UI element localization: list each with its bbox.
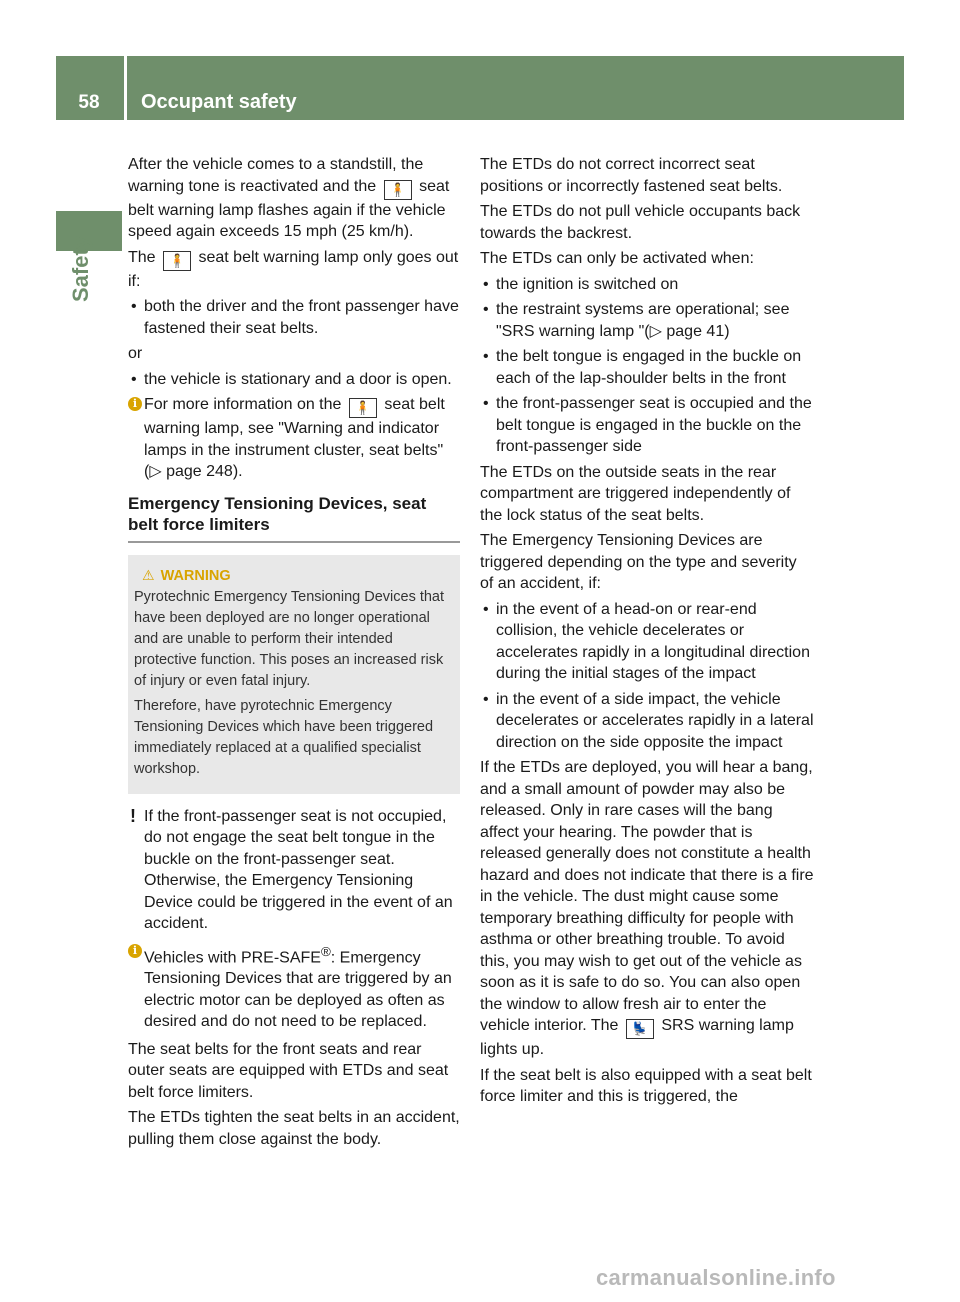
warning-box (128, 555, 460, 794)
paragraph: The ETDs tighten the seat belts in an accident, pulling them close against the body. (128, 1109, 460, 1148)
seatbelt-warning-icon: 🧍 (349, 398, 377, 418)
paragraph: The ETDs do not correct incorrect seat positions or incorrectly fastened seat belts. (480, 156, 783, 195)
info-note (128, 394, 460, 483)
right-column (480, 154, 814, 1112)
paragraph: The ETDs on the outside seats in the rear compartment are triggered independently of the lock status of the seat belts. (480, 463, 791, 524)
warning-title (142, 565, 452, 587)
text: the front-passenger seat is occupied and the belt tongue is engaged in the buckle on the front-passenger side (496, 395, 812, 455)
text: If the ETDs are deployed, you will hear a bang, and a small amount of powder may also be released. Only in rare cases will the bang affect your hearing. The powder that is released generally does not constitute a health hazard and does not indicate that there is a fire in the vehicle. The dust might cause some temporary breathing difficulty for people with asthma or other breathing trouble. To avoid this, you may wish to get out of the vehicle as soon as it is safe to do so. You can also open the window to allow fresh air to enter the vehicle interior. The (480, 759, 814, 1034)
paragraph: The ETDs do not pull vehicle occupants back towards the backrest. (480, 203, 801, 242)
text: seat belt warning lamp flashes again if the vehicle speed again exceeds 15 mph (25 km/h). (128, 177, 450, 240)
bullet-dot: • (483, 690, 489, 708)
bullet-dot: • (483, 301, 489, 318)
caution-note (128, 806, 460, 935)
info-icon: i (128, 397, 142, 411)
list-item (480, 689, 814, 754)
paragraph: The ETDs can only be activated when: (480, 250, 754, 267)
paragraph: The Emergency Tensioning Devices are triggered depending on the type and severity of an accident, if: (480, 532, 797, 592)
list-item (480, 346, 814, 389)
seatbelt-warning-icon: 🧍 (163, 251, 191, 271)
text: The (128, 248, 156, 266)
section-heading: Emergency Tensioning Devices, seat belt force limiters (128, 493, 427, 534)
bullet-dot: • (131, 370, 137, 388)
bullet-dot: • (483, 348, 489, 365)
srs-warning-icon: 💺 (626, 1019, 654, 1039)
text: the vehicle is stationary and a door is open. (144, 370, 452, 388)
list-item (128, 369, 460, 391)
bullet-dot: • (131, 298, 137, 315)
text: both the driver and the front passenger have fastened their seat belts. (144, 298, 459, 337)
left-column (128, 154, 460, 1154)
text: the belt tongue is engaged in the buckle on each of the lap-shoulder belts in the front (496, 348, 802, 387)
list-item (128, 296, 460, 339)
paragraph: If the seat belt is also equipped with a seat belt force limiter and this is triggered, the (480, 1066, 812, 1105)
sidebar-label: Safety (68, 235, 93, 302)
text: WARNING (160, 567, 231, 584)
watermark: carmanualsonline.info (596, 1265, 836, 1290)
exclamation-icon: ! (130, 805, 136, 826)
header-separator (124, 56, 127, 120)
text: For more information on the (144, 396, 342, 413)
cross-reference[interactable]: seat belt warning lamp, see "Warning and indicator lamps in the instrument cluster, seat belts" (▷ page 248). (144, 396, 445, 480)
list-item (480, 599, 814, 685)
bullet-dot: • (483, 600, 489, 618)
heading-rule (128, 541, 460, 543)
warning-text: Therefore, have pyrotechnic Emergency Tensioning Devices which have been triggered immediately replaced at a qualified specialist workshop. (134, 697, 434, 777)
bullet-dot: • (483, 275, 489, 293)
info-note (128, 941, 460, 1033)
text: After the vehicle comes to a standstill, the warning tone is reactivated and the (128, 156, 424, 195)
paragraph (128, 247, 460, 293)
paragraph (480, 757, 814, 1061)
registered-mark: ® (320, 943, 331, 959)
text: in the event of a side impact, the vehicle decelerates or accelerates rapidly in a lateral direction on the side opposite the impact (496, 690, 814, 751)
list-item (480, 393, 814, 458)
seatbelt-warning-icon: 🧍 (384, 180, 412, 200)
cross-reference[interactable]: the restraint systems are operational; see "SRS warning lamp "(▷ page 41) (496, 301, 790, 340)
warning-text: Pyrotechnic Emergency Tensioning Devices that have been deployed are no longer operational and are unable to perform their intended protective function. This poses an increased risk of injury or even fatal injury. (134, 588, 445, 689)
info-icon: i (128, 944, 142, 958)
text: Vehicles with PRE-SAFE (144, 948, 321, 966)
list-item (480, 299, 814, 342)
text: : Emergency Tensioning Devices that are triggered by an electric motor can be deployed as often as desired and do not need to be replaced. (144, 948, 452, 1031)
list-item (480, 274, 814, 296)
paragraph (128, 154, 460, 243)
text: in the event of a head-on or rear-end collision, the vehicle decelerates or accelerates rapidly in a longitudinal direction during the initial stages of the impact (496, 600, 810, 682)
paragraph: The seat belts for the front seats and rear outer seats are equipped with ETDs and seat belt force limiters. (128, 1040, 449, 1101)
warning-triangle-icon: ⚠ (142, 566, 155, 583)
paragraph: or (128, 345, 143, 362)
section-title: Occupant safety (141, 91, 297, 113)
text: seat belt warning lamp only goes out if: (128, 248, 459, 290)
text: the ignition is switched on (496, 275, 679, 293)
text: SRS warning lamp lights up. (480, 1017, 794, 1058)
text: If the front-passenger seat is not occupied, do not engage the seat belt tongue in the buckle on the front-passenger seat. Otherwise, the Emergency Tensioning Device could be triggered in the event of an accident. (144, 807, 453, 932)
bullet-dot: • (483, 395, 489, 412)
page-number: 58 (78, 92, 100, 113)
